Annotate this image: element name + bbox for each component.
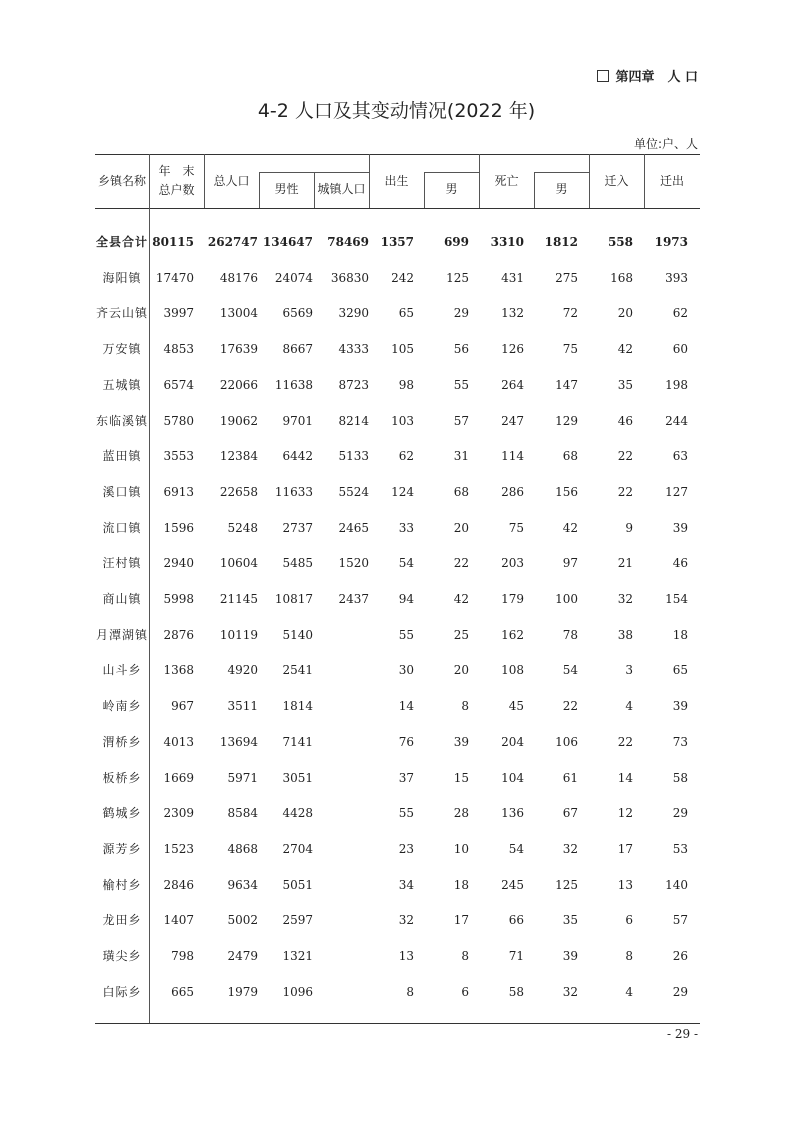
birth-male-cell: 28 [453,806,469,821]
births-cell: 55 [398,806,414,821]
page-title: 4-2 人口及其变动情况(2022 年) [257,100,536,122]
births-cell: 34 [398,877,414,892]
birth-male-cell: 10 [453,841,469,856]
town-name-cell: 万安镇 [102,342,142,357]
town-name-cell: 龙田乡 [102,913,142,928]
total-cell: 1979 [227,984,258,999]
total-cell: 4868 [227,841,258,856]
table-row [95,510,700,546]
births-cell: 242 [391,270,414,285]
table-row [95,581,700,617]
male-cell: 9701 [282,413,313,428]
move-in-cell: 168 [610,270,633,285]
male-cell: 3051 [282,770,313,785]
move-out-cell: 18 [672,627,688,642]
table-top-rule [95,154,700,155]
births-cell: 54 [398,556,414,571]
birth-male-cell: 8 [461,949,469,963]
deaths-cell: 247 [501,413,524,428]
town-name-cell: 岭南乡 [102,699,142,714]
move-out-cell: 46 [672,556,688,571]
move-out-cell: 244 [665,413,688,428]
deaths-cell: 203 [501,556,524,571]
death-male-cell: 39 [562,949,578,963]
town-name-cell: 源芳乡 [102,841,142,856]
total-cell: 2479 [227,949,258,963]
table-row [95,652,700,688]
households-cell: 4853 [163,342,194,357]
move-in-cell: 35 [617,377,633,392]
male-cell: 2737 [282,520,313,535]
death-male-cell: 275 [555,270,578,285]
move-in-cell: 22 [617,484,633,499]
death-male-cell: 67 [562,806,578,821]
birth-male-cell: 18 [453,877,469,892]
town-name-cell: 海阳镇 [102,270,142,285]
birth-male-cell: 20 [453,663,469,678]
urban-cell: 36830 [330,270,369,285]
households-cell: 3553 [163,449,194,464]
move-out-cell: 393 [665,270,688,285]
table-row [95,760,700,796]
move-in-cell: 12 [617,806,633,821]
town-name-cell: 璜尖乡 [102,949,142,963]
town-name-cell: 齐云山镇 [95,306,148,321]
total-cell: 4920 [227,663,258,678]
death-male-cell: 100 [555,592,578,606]
deaths-cell: 126 [501,342,524,357]
move-out-cell: 39 [672,699,688,714]
households-cell: 1669 [163,770,194,785]
households-cell: 798 [171,949,194,963]
death-male-cell: 97 [562,556,578,571]
births-cell: 13 [398,949,414,963]
deaths-cell: 75 [508,520,524,535]
header-urban: 城镇人口 [317,182,366,196]
death-male-cell: 32 [562,841,578,856]
male-cell: 2704 [282,841,313,856]
households-cell: 1368 [163,663,194,678]
death-male-cell: 61 [562,770,578,785]
table-row [95,724,700,760]
total-cell: 48176 [219,270,258,285]
move-out-cell: 198 [665,377,688,392]
move-in-cell: 4 [625,699,633,714]
page-number: - 29 - [666,1027,698,1041]
move-out-cell: 58 [672,770,688,785]
death-male-cell: 1812 [544,235,578,249]
move-in-cell: 38 [617,627,633,642]
urban-cell: 5524 [338,484,369,499]
move-out-cell: 60 [672,342,688,357]
town-name-cell: 板桥乡 [102,770,142,785]
square-icon [597,70,609,82]
town-name-cell: 五城镇 [102,377,142,392]
death-male-cell: 75 [562,342,578,357]
birth-male-cell: 68 [453,484,469,499]
male-cell: 11638 [274,377,313,392]
move-out-cell: 73 [672,734,688,749]
households-cell: 2846 [163,877,194,892]
total-cell: 5971 [227,770,258,785]
table-row [95,438,700,474]
urban-cell: 2437 [338,592,369,606]
move-out-cell: 62 [672,306,688,321]
death-male-cell: 156 [555,484,578,499]
move-in-cell: 13 [617,877,633,892]
death-male-cell: 32 [562,984,578,999]
deaths-cell: 179 [501,592,524,606]
urban-cell: 1520 [338,556,369,571]
households-cell: 6913 [163,484,194,499]
town-name-cell: 山斗乡 [102,663,142,678]
move-out-cell: 29 [672,806,688,821]
deaths-cell: 245 [501,877,524,892]
table-row [95,938,700,974]
deaths-cell: 136 [501,806,524,821]
unit-label: 单位:户、人 [633,137,698,151]
urban-cell: 8214 [338,413,369,428]
death-male-cell: 42 [562,520,578,535]
move-in-cell: 22 [617,449,633,464]
header-sub-rule [424,172,479,173]
birth-male-cell: 8 [461,699,469,714]
households-cell: 2876 [163,627,194,642]
move-in-cell: 4 [625,984,633,999]
header-households-line2: 总户数 [158,183,195,197]
households-cell: 1407 [163,913,194,928]
total-cell: 17639 [219,342,258,357]
births-cell: 1357 [380,235,414,249]
male-cell: 10817 [274,592,313,606]
birth-male-cell: 42 [453,592,469,606]
move-in-cell: 21 [617,556,633,571]
male-cell: 8667 [282,342,313,357]
births-cell: 76 [398,734,414,749]
town-name-cell: 流口镇 [102,520,142,535]
table-row [95,688,700,724]
households-cell: 17470 [155,270,194,285]
move-out-cell: 154 [665,592,688,606]
header-birth-male: 男 [445,182,458,196]
total-cell: 21145 [219,592,258,606]
table-row [95,403,700,439]
male-cell: 4428 [282,806,313,821]
town-name-cell: 月潭湖镇 [95,627,148,642]
chapter-header [597,66,698,85]
birth-male-cell: 6 [461,984,469,999]
total-cell: 9634 [227,877,258,892]
move-in-cell: 14 [617,770,633,785]
death-male-cell: 54 [562,663,578,678]
births-cell: 105 [391,342,414,357]
total-cell: 22066 [219,377,258,392]
move-out-cell: 140 [665,877,688,892]
birth-male-cell: 39 [453,734,469,749]
births-cell: 65 [398,306,414,321]
male-cell: 1814 [282,699,313,714]
move-out-cell: 1973 [654,235,688,249]
death-male-cell: 68 [562,449,578,464]
households-cell: 1596 [163,520,194,535]
table-row [95,867,700,903]
births-cell: 33 [398,520,414,535]
households-cell: 1523 [163,841,194,856]
move-out-cell: 53 [672,841,688,856]
table-row [95,331,700,367]
death-male-cell: 147 [555,377,578,392]
households-cell: 5780 [163,413,194,428]
births-cell: 37 [398,770,414,785]
move-in-cell: 20 [617,306,633,321]
death-male-cell: 22 [562,699,578,714]
births-cell: 124 [391,484,414,499]
move-out-cell: 63 [672,449,688,464]
header-move-in: 迁入 [604,174,629,188]
deaths-cell: 66 [508,913,524,928]
table-row [95,367,700,403]
total-cell: 3511 [227,699,258,714]
deaths-cell: 286 [501,484,524,499]
birth-male-cell: 15 [453,770,469,785]
deaths-cell: 204 [501,734,524,749]
total-cell: 13694 [219,734,258,749]
table-row [95,295,700,331]
header-male: 男性 [274,182,299,196]
birth-male-cell: 55 [453,377,469,392]
table-bottom-rule [95,1023,700,1024]
move-in-cell: 3 [625,663,633,678]
births-cell: 32 [398,913,414,928]
births-cell: 23 [398,841,414,856]
table-row [95,545,700,581]
header-households-line1: 年 末 [158,164,195,178]
urban-cell: 3290 [338,306,369,321]
male-cell: 2541 [282,663,313,678]
header-total-pop: 总人口 [213,174,250,188]
table-row [95,474,700,510]
header-move-out: 迁出 [659,174,684,188]
births-cell: 103 [391,413,414,428]
births-cell: 55 [398,627,414,642]
total-cell: 19062 [219,413,258,428]
urban-cell: 5133 [338,449,369,464]
header-sub-rule [259,172,369,173]
male-cell: 6442 [282,449,313,464]
total-cell: 13004 [219,306,258,321]
male-cell: 5051 [282,877,313,892]
header-births: 出生 [384,174,409,188]
chapter-label: 第四章 人 口 [615,70,698,85]
table-row [95,831,700,867]
header-death-male: 男 [555,182,568,196]
death-male-cell: 125 [555,877,578,892]
birth-male-cell: 25 [453,627,469,642]
deaths-cell: 162 [501,627,524,642]
move-out-cell: 26 [672,949,688,963]
town-name-cell: 溪口镇 [102,484,142,499]
male-cell: 1096 [282,984,313,999]
table-row [95,617,700,653]
urban-cell: 78469 [327,235,369,249]
death-male-cell: 72 [562,306,578,321]
town-name-cell: 渭桥乡 [102,734,142,749]
move-in-cell: 558 [607,235,633,249]
households-cell: 2309 [163,806,194,821]
death-male-cell: 35 [562,913,578,928]
births-cell: 8 [406,984,414,999]
deaths-cell: 58 [508,984,524,999]
deaths-cell: 71 [508,949,524,963]
births-cell: 94 [398,592,414,606]
town-name-cell: 全县合计 [95,235,148,249]
town-name-cell: 蓝田镇 [102,449,142,464]
birth-male-cell: 699 [443,235,469,249]
households-cell: 665 [171,984,194,999]
birth-male-cell: 29 [453,306,469,321]
total-cell: 262747 [207,235,258,249]
move-in-cell: 22 [617,734,633,749]
move-out-cell: 39 [672,520,688,535]
town-name-cell: 白际乡 [102,984,142,999]
deaths-cell: 104 [501,770,524,785]
total-cell: 22658 [219,484,258,499]
move-in-cell: 9 [625,520,633,535]
death-male-cell: 129 [555,413,578,428]
table-row [95,260,700,296]
deaths-cell: 108 [501,663,524,678]
town-name-cell: 商山镇 [102,592,142,606]
male-cell: 11633 [274,484,313,499]
households-cell: 5998 [163,592,194,606]
town-name-cell: 汪村镇 [102,556,142,571]
header-town: 乡镇名称 [97,174,146,188]
header-deaths: 死亡 [494,174,519,188]
male-cell: 5140 [282,627,313,642]
move-in-cell: 8 [625,949,633,963]
move-in-cell: 42 [617,342,633,357]
birth-male-cell: 56 [453,342,469,357]
deaths-cell: 132 [501,306,524,321]
town-name-cell: 榆村乡 [102,877,142,892]
move-out-cell: 65 [672,663,688,678]
move-in-cell: 17 [617,841,633,856]
total-cell: 5002 [227,913,258,928]
town-name-cell: 东临溪镇 [95,413,148,428]
move-in-cell: 6 [625,913,633,928]
birth-male-cell: 57 [453,413,469,428]
move-in-cell: 46 [617,413,633,428]
move-out-cell: 127 [665,484,688,499]
table-row [95,795,700,831]
deaths-cell: 114 [501,449,524,464]
male-cell: 7141 [282,734,313,749]
birth-male-cell: 20 [453,520,469,535]
households-cell: 80115 [152,235,194,249]
total-cell: 10604 [219,556,258,571]
total-row [95,224,700,260]
birth-male-cell: 125 [446,270,469,285]
table-row [95,974,700,1010]
male-cell: 5485 [282,556,313,571]
households-cell: 3997 [163,306,194,321]
urban-cell: 2465 [338,520,369,535]
move-out-cell: 57 [672,913,688,928]
table-row [95,902,700,938]
town-name-cell: 鹤城乡 [102,806,142,821]
birth-male-cell: 31 [453,449,469,464]
urban-cell: 4333 [338,342,369,357]
deaths-cell: 264 [501,377,524,392]
births-cell: 62 [398,449,414,464]
header-bottom-rule [95,208,700,209]
total-cell: 10119 [219,627,258,642]
male-cell: 2597 [282,913,313,928]
total-cell: 5248 [227,520,258,535]
move-out-cell: 29 [672,984,688,999]
death-male-cell: 106 [555,734,578,749]
births-cell: 98 [398,377,414,392]
deaths-cell: 431 [501,270,524,285]
birth-male-cell: 22 [453,556,469,571]
urban-cell: 8723 [338,377,369,392]
households-cell: 4013 [163,734,194,749]
total-cell: 12384 [219,449,258,464]
deaths-cell: 54 [508,841,524,856]
birth-male-cell: 17 [453,913,469,928]
households-cell: 6574 [163,377,194,392]
move-in-cell: 32 [617,592,633,606]
male-cell: 6569 [282,306,313,321]
births-cell: 30 [398,663,414,678]
male-cell: 134647 [262,235,313,249]
death-male-cell: 78 [562,627,578,642]
households-cell: 967 [171,699,194,714]
male-cell: 24074 [274,270,313,285]
male-cell: 1321 [282,949,313,963]
deaths-cell: 3310 [490,235,524,249]
deaths-cell: 45 [508,699,524,714]
births-cell: 14 [398,699,414,714]
households-cell: 2940 [163,556,194,571]
header-sub-rule [534,172,589,173]
total-cell: 8584 [227,806,258,821]
